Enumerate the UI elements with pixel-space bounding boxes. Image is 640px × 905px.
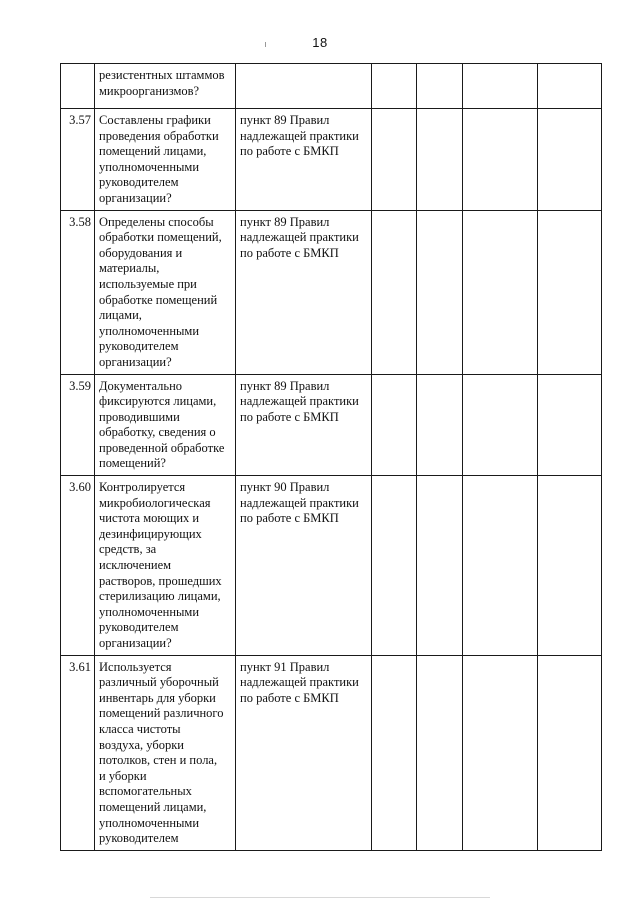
note-cell [538, 374, 602, 476]
reference-line: по работе с БМКП [240, 144, 339, 159]
question-line: дезинфицирующих [99, 526, 202, 541]
scan-speck [265, 42, 266, 47]
question-line: растворов, прошедших [99, 573, 222, 588]
note-cell [538, 210, 602, 374]
not-applicable-cell [463, 210, 538, 374]
question-line: чистота моющих и [99, 511, 200, 526]
legal-reference [236, 655, 372, 850]
table-row [61, 476, 602, 656]
reference-line: надлежащей практики [240, 675, 359, 690]
answer-no-cell [417, 655, 463, 850]
table-row [61, 109, 602, 211]
question-line: проведенной обработке [99, 440, 225, 455]
not-applicable-cell [463, 476, 538, 656]
question-line: средств, за [99, 542, 157, 557]
question-line: обработке помещений [99, 292, 218, 307]
reference-line: надлежащей практики [240, 394, 359, 409]
reference-line: по работе с БМКП [240, 690, 339, 705]
item-number: 3.61 [61, 655, 95, 850]
reference-line: по работе с БМКП [240, 511, 339, 526]
item-number: 3.59 [61, 374, 95, 476]
answer-no-cell [417, 210, 463, 374]
answer-yes-cell [372, 476, 417, 656]
table-row [61, 655, 602, 850]
question-line: уполномоченными [99, 604, 200, 619]
question-line: помещений различного [99, 706, 224, 721]
requirement-question [95, 476, 236, 656]
reference-line: пункт 90 Правил [240, 480, 330, 495]
legal-reference [236, 476, 372, 656]
question-line: Документально [99, 378, 183, 393]
question-line: фиксируются лицами, [99, 394, 217, 409]
question-line: организации? [99, 636, 172, 650]
question-line: вспомогательных [99, 784, 192, 799]
question-line: руководителем [99, 339, 179, 354]
answer-no-cell [417, 109, 463, 211]
not-applicable-cell [463, 374, 538, 476]
question-line: и уборки [99, 768, 147, 783]
item-number [61, 64, 95, 109]
reference-line: надлежащей практики [240, 128, 359, 143]
question-line: Контролируется [99, 480, 186, 495]
reference-line: пункт 91 Правил [240, 659, 330, 674]
reference-line: надлежащей практики [240, 230, 359, 245]
question-line: микробиологическая [99, 495, 211, 510]
question-line: организации? [99, 190, 172, 205]
not-applicable-cell [463, 655, 538, 850]
question-line: Определены способы [99, 214, 214, 229]
question-line: помещений? [99, 456, 166, 471]
question-line: стерилизацию лицами, [99, 589, 221, 604]
question-line: обработки помещений, [99, 230, 222, 245]
answer-no-cell [417, 476, 463, 656]
item-number: 3.58 [61, 210, 95, 374]
question-line: класса чистоты [99, 721, 181, 736]
question-line: уполномоченными [99, 159, 200, 174]
question-line: помещений лицами, [99, 144, 207, 159]
question-line: используемые при [99, 276, 197, 291]
requirement-question [95, 109, 236, 211]
scan-edge-line [150, 897, 490, 898]
reference-line: по работе с БМКП [240, 409, 339, 424]
question-line: лицами, [99, 308, 142, 323]
answer-no-cell [417, 374, 463, 476]
question-line: различный уборочный [99, 675, 219, 690]
question-line: обработку, сведения о [99, 425, 216, 440]
legal-reference [236, 210, 372, 374]
question-line: уполномоченными [99, 815, 200, 830]
question-line: Используется [99, 659, 172, 674]
answer-yes-cell [372, 210, 417, 374]
reference-line: пункт 89 Правил [240, 113, 330, 127]
checklist-body [61, 64, 602, 851]
note-cell [538, 655, 602, 850]
question-line: инвентарь для уборки [99, 690, 216, 705]
reference-line: пункт 89 Правил [240, 378, 330, 393]
question-line: уполномоченными [99, 323, 200, 338]
requirement-question [95, 210, 236, 374]
question-line: руководителем [99, 831, 179, 846]
question-line: воздуха, уборки [99, 737, 184, 752]
item-number: 3.60 [61, 476, 95, 656]
requirement-question [95, 374, 236, 476]
question-line: руководителем [99, 620, 179, 635]
answer-yes-cell [372, 655, 417, 850]
legal-reference [236, 64, 372, 109]
question-line: микроорганизмов? [99, 83, 200, 98]
not-applicable-cell [463, 64, 538, 109]
answer-yes-cell [372, 64, 417, 109]
question-line: оборудования и [99, 245, 183, 260]
question-line: организации? [99, 354, 172, 369]
legal-reference [236, 374, 372, 476]
reference-line: по работе с БМКП [240, 245, 339, 260]
table-row [61, 210, 602, 374]
note-cell [538, 64, 602, 109]
note-cell [538, 109, 602, 211]
question-line: потолков, стен и пола, [99, 753, 218, 768]
page-number: 18 [312, 35, 328, 50]
note-cell [538, 476, 602, 656]
question-line: проведения обработки [99, 128, 219, 143]
answer-yes-cell [372, 109, 417, 211]
question-line: помещений лицами, [99, 799, 207, 814]
checklist-table [60, 63, 602, 851]
item-number: 3.57 [61, 109, 95, 211]
question-line: исключением [99, 558, 172, 573]
table-row [61, 374, 602, 476]
reference-line: пункт 89 Правил [240, 214, 330, 229]
question-line: руководителем [99, 175, 179, 190]
answer-no-cell [417, 64, 463, 109]
answer-yes-cell [372, 374, 417, 476]
requirement-question [95, 64, 236, 109]
question-line: Составлены графики [99, 113, 211, 127]
legal-reference [236, 109, 372, 211]
table-row [61, 64, 602, 109]
question-line: проводившими [99, 409, 180, 424]
reference-line: надлежащей практики [240, 495, 359, 510]
question-line: резистентных штаммов [99, 68, 225, 82]
not-applicable-cell [463, 109, 538, 211]
question-line: материалы, [99, 261, 160, 276]
requirement-question [95, 655, 236, 850]
